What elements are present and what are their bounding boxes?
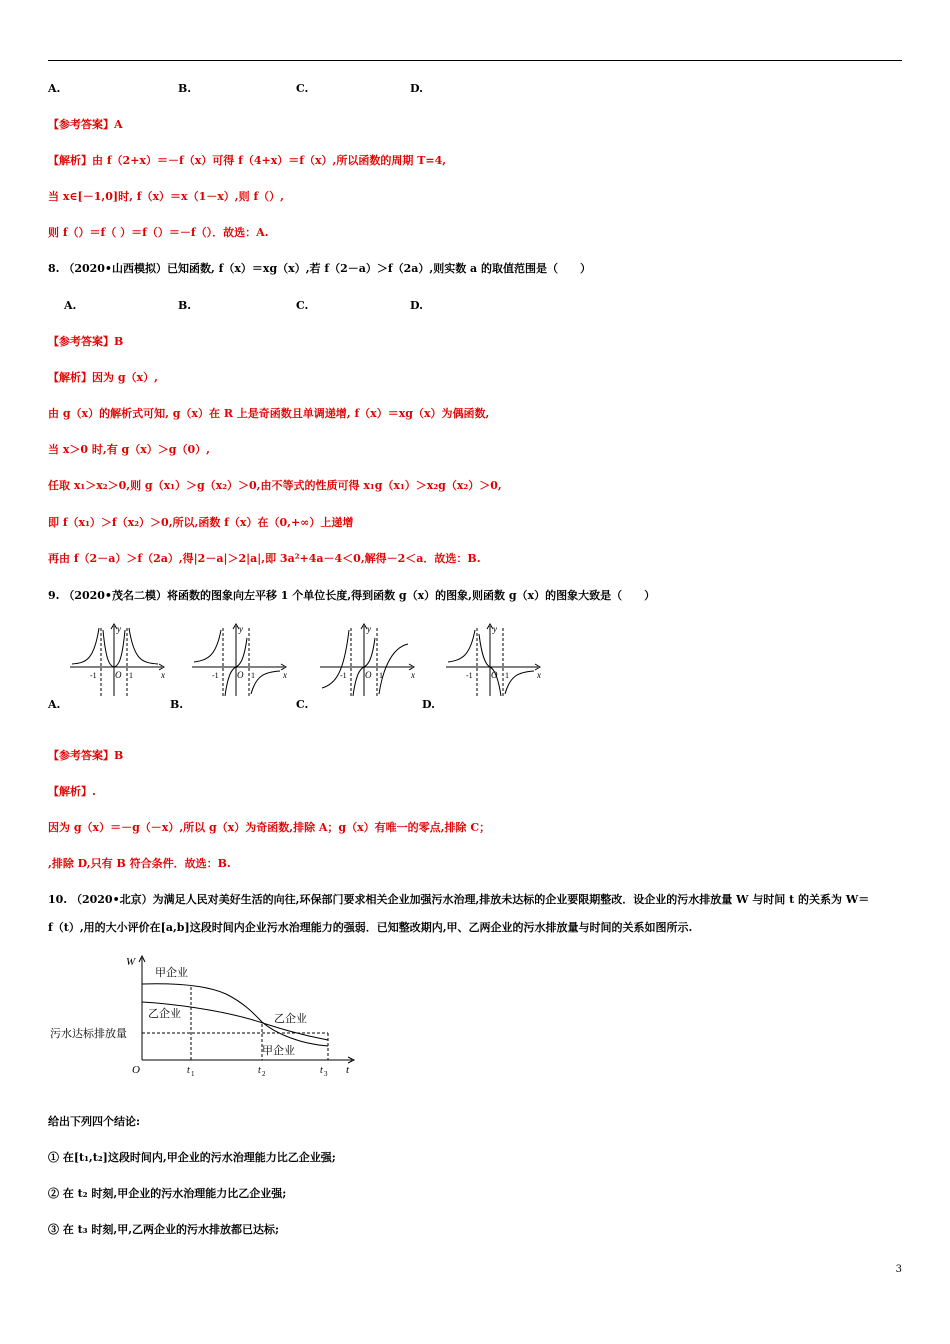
q8-option-c: C.	[296, 299, 309, 312]
q9-option-c: C.	[296, 698, 309, 711]
q10-t1-label: t	[187, 1065, 190, 1076]
q8-analysis-line-6: 再由 f（2－a）＞f（2a）,得|2－a|＞2|a|,即 3a²+4a－4＜0,解得－2＜a．故选：B.	[48, 552, 481, 565]
q10-t1-sub: 1	[191, 1070, 195, 1078]
q10-w-label: W	[126, 956, 136, 968]
page-number: 3	[895, 1264, 902, 1275]
q9-graph-a-neg1: -1	[90, 671, 97, 680]
q10-conclusion-2: ② 在 t₂ 时刻,甲企业的污水治理能力比乙企业强;	[48, 1187, 287, 1200]
q7-option-d: D.	[410, 82, 423, 95]
q10-t3-label: t	[320, 1065, 323, 1076]
q9-graph-c	[316, 622, 422, 698]
q9-graph-c-origin: O	[365, 670, 372, 680]
q7-option-a: A.	[48, 82, 61, 95]
q9-graph-b-origin: O	[237, 670, 244, 680]
q9-graph-a-y-label: y	[117, 624, 121, 634]
q10-intro: 给出下列四个结论:	[48, 1115, 141, 1128]
q10-origin-label: O	[132, 1064, 140, 1076]
header-rule	[48, 60, 902, 61]
q9-graph-b	[188, 622, 294, 698]
q9-graph-d-neg1: -1	[466, 671, 473, 680]
q9-graph-a-x-label: x	[161, 670, 165, 680]
q7-analysis-line-2: 当 x∈[－1,0]时, f（x）＝x（1－x）,则 f（）,	[48, 190, 285, 203]
q9-graph-a-one: 1	[129, 671, 133, 680]
q9-graph-c-one: 1	[379, 671, 383, 680]
q9-graph-a	[66, 622, 172, 698]
q9-graph-c-neg1: -1	[340, 671, 347, 680]
q9-graph-d-origin: O	[491, 670, 498, 680]
q8-stem: 8. （2020•山西模拟）已知函数, f（x）＝xg（x）,若 f（2－a）＞f（2a）,则实数 a 的取值范围是（ ）	[48, 262, 592, 275]
q9-graph-d-x-label: x	[537, 670, 541, 680]
q8-option-a: A.	[64, 299, 77, 312]
q10-t3-sub: 3	[324, 1070, 328, 1078]
q9-answer: 【参考答案】B	[48, 749, 124, 762]
q10-figure	[46, 952, 366, 1082]
q9-stem: 9. （2020•茂名二模）将函数的图象向左平移 1 个单位长度,得到函数 g（x）的图象,则函数 g（x）的图象大致是（ ）	[48, 589, 656, 602]
q9-graph-d-one: 1	[505, 671, 509, 680]
q9-graph-b-neg1: -1	[212, 671, 219, 680]
q7-analysis-line-3: 则 f（）＝f（ ）＝f（）＝－f（）．故选：A.	[48, 226, 269, 239]
q9-graph-a-origin: O	[115, 670, 122, 680]
q9-analysis-line-2: 因为 g（x）＝－g（－x）,所以 g（x）为奇函数,排除 A；g（x）有唯一的零点,排除 C；	[48, 821, 491, 834]
q9-graph-b-one: 1	[251, 671, 255, 680]
q10-conclusion-3: ③ 在 t₃ 时刻,甲,乙两企业的污水排放都已达标;	[48, 1223, 280, 1236]
q9-graph-d-y-label: y	[493, 624, 497, 634]
q8-analysis-line-5: 即 f（x₁）＞f（x₂）＞0,所以,函数 f（x）在（0,+∞）上递增	[48, 516, 354, 529]
q9-graph-c-y-label: y	[367, 624, 371, 634]
q10-standard-label: 污水达标排放量	[50, 1028, 127, 1040]
q9-graph-b-y-label: y	[239, 624, 243, 634]
q9-option-d: D.	[422, 698, 435, 711]
q10-yi-right-label: 乙企业	[274, 1013, 307, 1025]
q9-graph-d	[442, 622, 548, 698]
q10-jia-bottom-label: 甲企业	[262, 1045, 295, 1057]
q10-stem-line-1: 10. （2020•北京）为满足人民对美好生活的向往,环保部门要求相关企业加强污水治理,排放未达标的企业要限期整改．设企业的污水排放量 W 与时间 t 的关系为 W＝	[48, 893, 870, 906]
q10-stem-line-2: f（t）,用的大小评价在[a,b]这段时间内企业污水治理能力的强弱．已知整改期内,甲、乙两企业的污水排放量与时间的关系如图所示.	[48, 921, 693, 934]
q8-analysis-line-3: 当 x＞0 时,有 g（x）＞g（0）,	[48, 443, 210, 456]
q10-yi-left-label: 乙企业	[148, 1008, 181, 1020]
q9-analysis-line-3: ,排除 D,只有 B 符合条件．故选：B.	[48, 857, 231, 870]
q8-analysis-line-1: 【解析】因为 g（x）,	[48, 371, 158, 384]
q7-analysis-line-1: 【解析】由 f（2+x）＝－f（x）可得 f（4+x）＝f（x）,所以函数的周期 T=4,	[48, 154, 447, 167]
q8-answer: 【参考答案】B	[48, 335, 124, 348]
q8-option-b: B.	[178, 299, 192, 312]
q9-analysis-line-1: 【解析】.	[48, 785, 96, 798]
q7-option-c: C.	[296, 82, 309, 95]
q7-answer: 【参考答案】A	[48, 118, 123, 131]
q10-t2-sub: 2	[262, 1070, 266, 1078]
q10-jia-top-label: 甲企业	[155, 967, 188, 979]
q10-t-label: t	[346, 1064, 350, 1076]
q10-conclusion-1: ① 在[t₁,t₂]这段时间内,甲企业的污水治理能力比乙企业强;	[48, 1151, 336, 1164]
q9-graph-b-x-label: x	[283, 670, 287, 680]
q9-graph-c-x-label: x	[411, 670, 415, 680]
q8-analysis-line-2: 由 g（x）的解析式可知, g（x）在 R 上是奇函数且单调递增, f（x）＝xg（x）为偶函数,	[48, 407, 490, 420]
q8-option-d: D.	[410, 299, 423, 312]
q9-option-b: B.	[170, 698, 184, 711]
q8-analysis-line-4: 任取 x₁＞x₂＞0,则 g（x₁）＞g（x₂）＞0,由不等式的性质可得 x₁g（x₁）＞x₂g（x₂）＞0,	[48, 479, 502, 492]
q9-option-a: A.	[48, 698, 61, 711]
q7-option-b: B.	[178, 82, 192, 95]
q10-t2-label: t	[258, 1065, 261, 1076]
